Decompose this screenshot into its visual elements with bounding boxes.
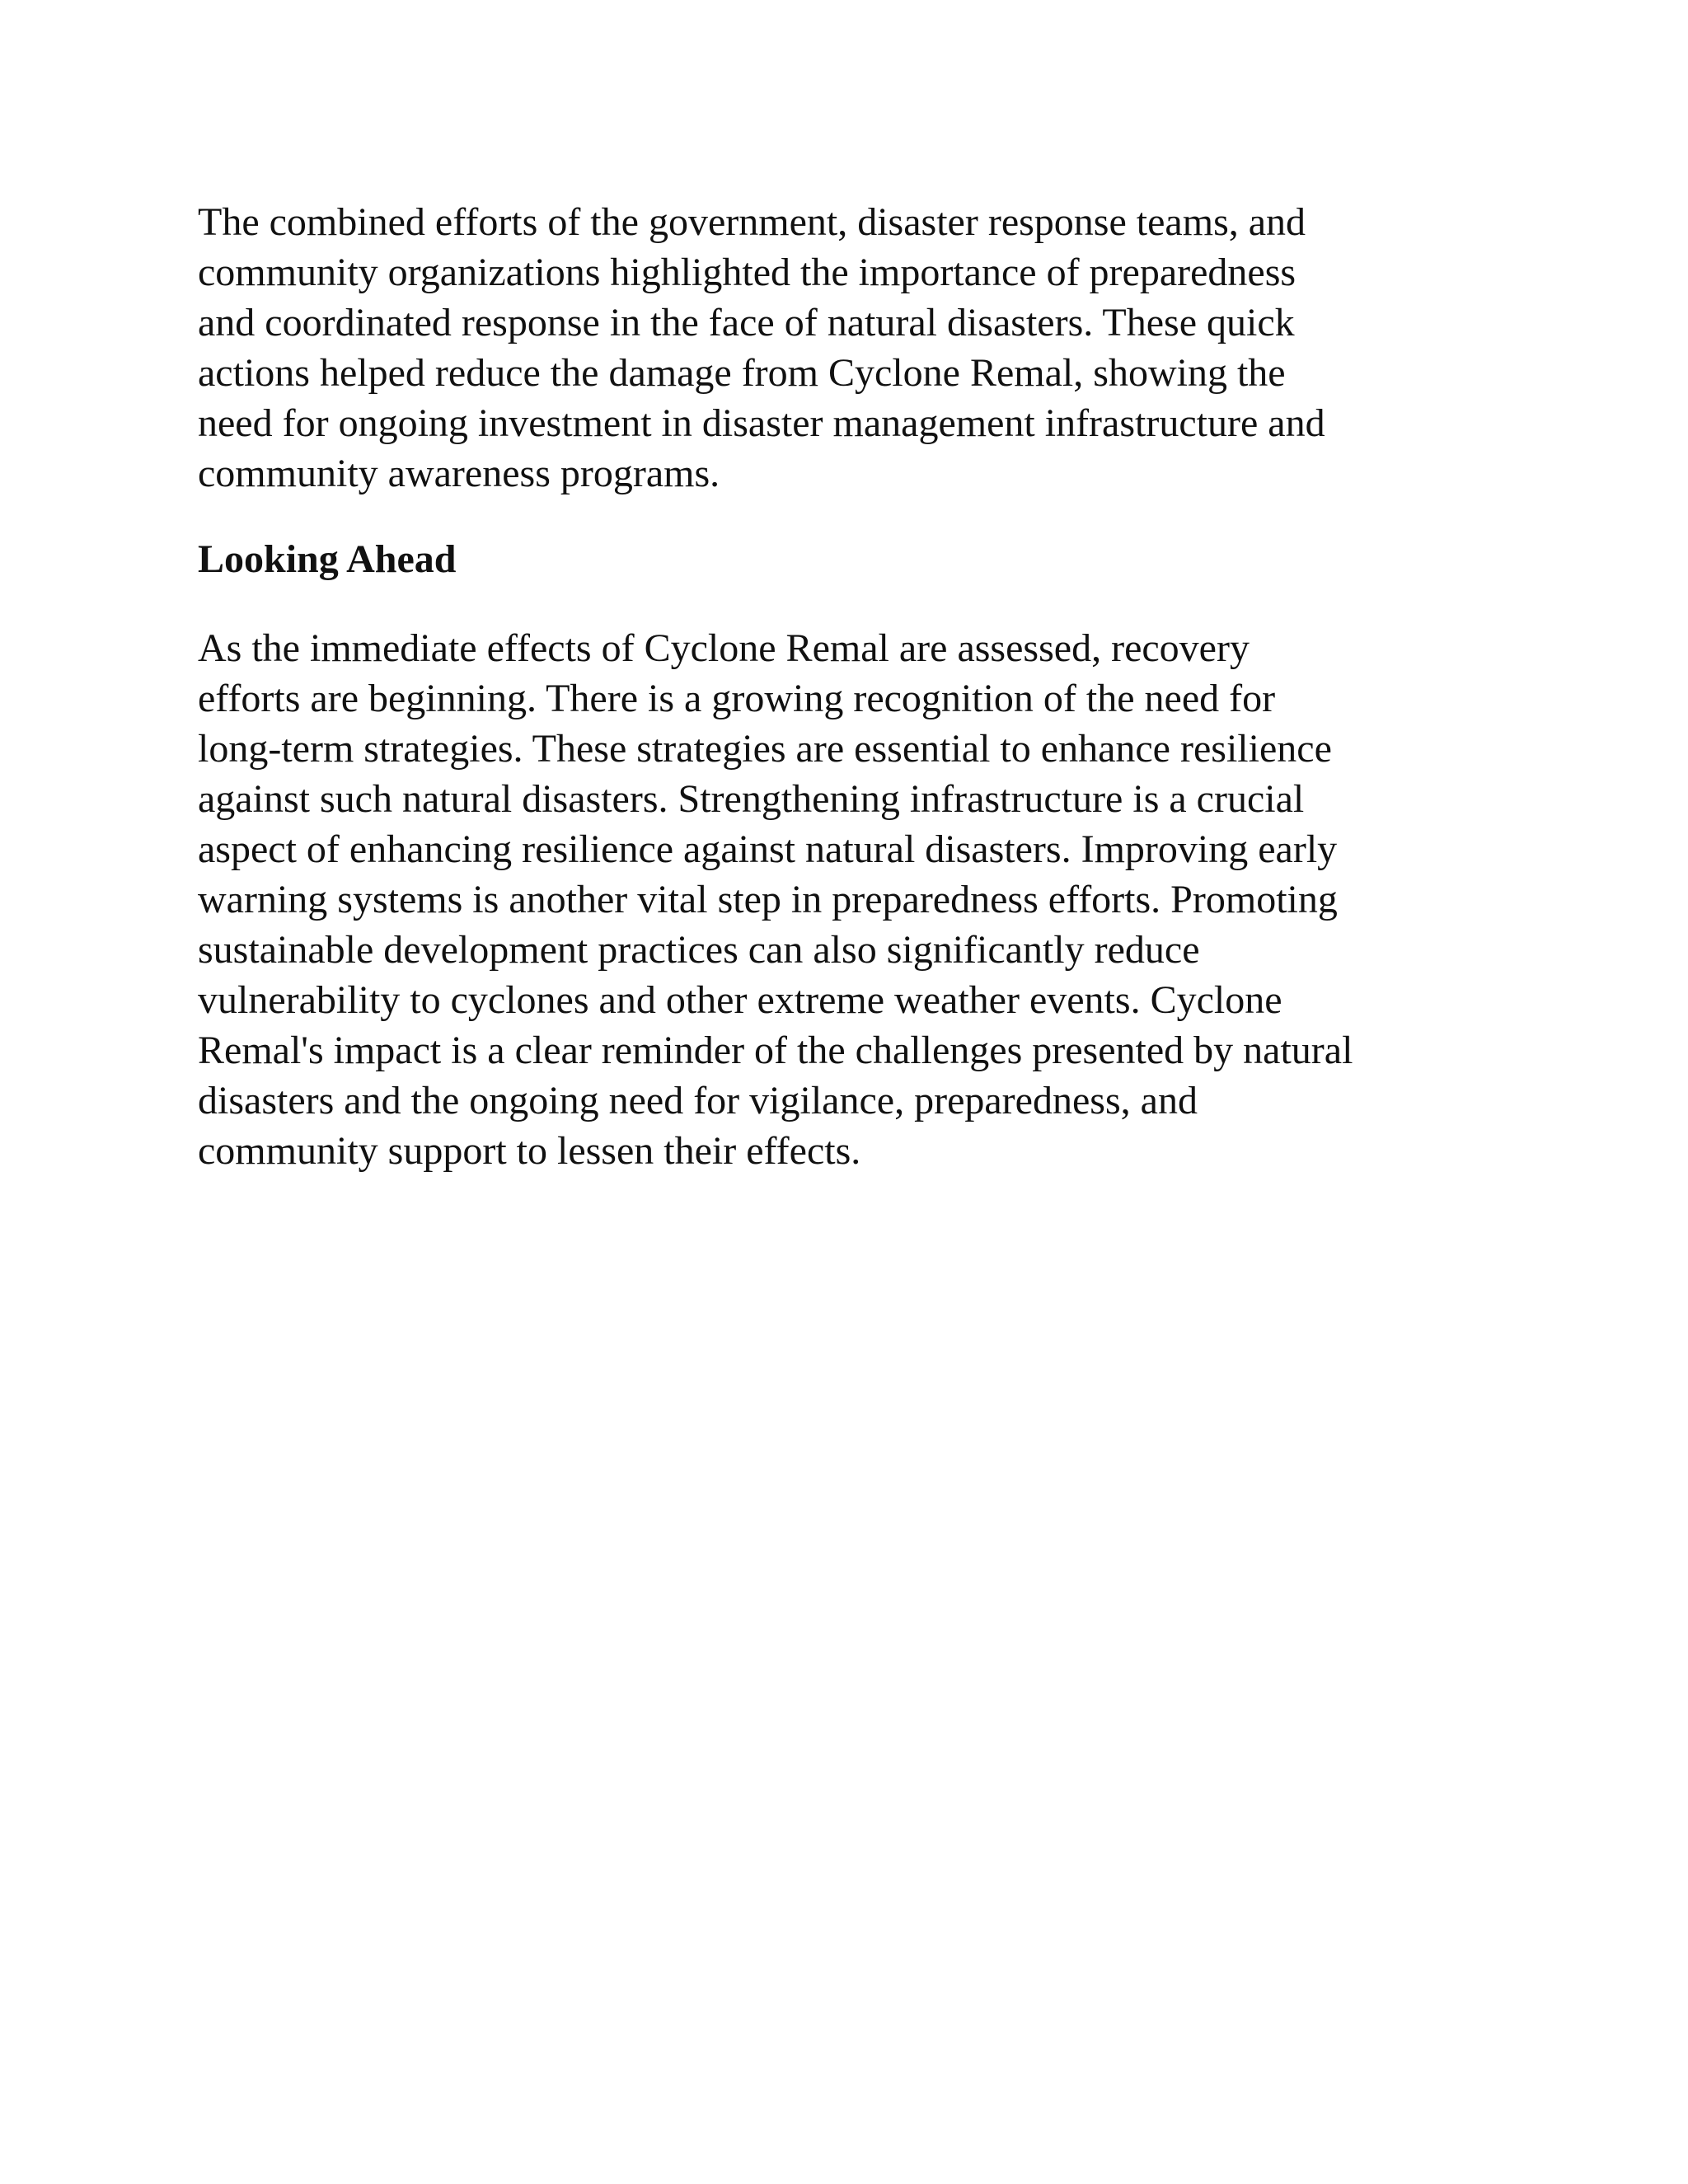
paragraph-line: As the immediate effects of Cyclone Remal are assessed, recovery [198, 626, 1250, 670]
paragraph-preparedness [198, 197, 1517, 499]
paragraph-line: warning systems is another vital step in preparedness efforts. Promoting [198, 878, 1338, 921]
paragraph-line: community awareness programs. [198, 452, 720, 495]
paragraph-line: community organizations highlighted the importance of preparedness [198, 251, 1296, 294]
paragraph-line: and coordinated response in the face of natural disasters. These quick [198, 301, 1295, 344]
paragraph-line: actions helped reduce the damage from Cyclone Remal, showing the [198, 351, 1286, 395]
section-heading: Looking Ahead [198, 537, 457, 581]
paragraph-line: against such natural disasters. Strengthening infrastructure is a crucial [198, 777, 1305, 821]
paragraph-line: efforts are beginning. There is a growing recognition of the need for [198, 677, 1276, 720]
paragraph-looking-ahead [198, 623, 1517, 1176]
paragraph-line: need for ongoing investment in disaster management infrastructure and [198, 401, 1325, 445]
paragraph-line: aspect of enhancing resilience against natural disasters. Improving early [198, 827, 1338, 871]
paragraph-line: Remal's impact is a clear reminder of the challenges presented by natural [198, 1029, 1353, 1072]
paragraph-line: disasters and the ongoing need for vigilance, preparedness, and [198, 1079, 1198, 1122]
paragraph-line: sustainable development practices can also significantly reduce [198, 928, 1200, 972]
paragraph-line: The combined efforts of the government, disaster response teams, and [198, 200, 1306, 244]
paragraph-line: community support to lessen their effects. [198, 1129, 861, 1173]
paragraph-line: long-term strategies. These strategies are essential to enhance resilience [198, 727, 1332, 771]
paragraph-line: vulnerability to cyclones and other extreme weather events. Cyclone [198, 978, 1282, 1022]
